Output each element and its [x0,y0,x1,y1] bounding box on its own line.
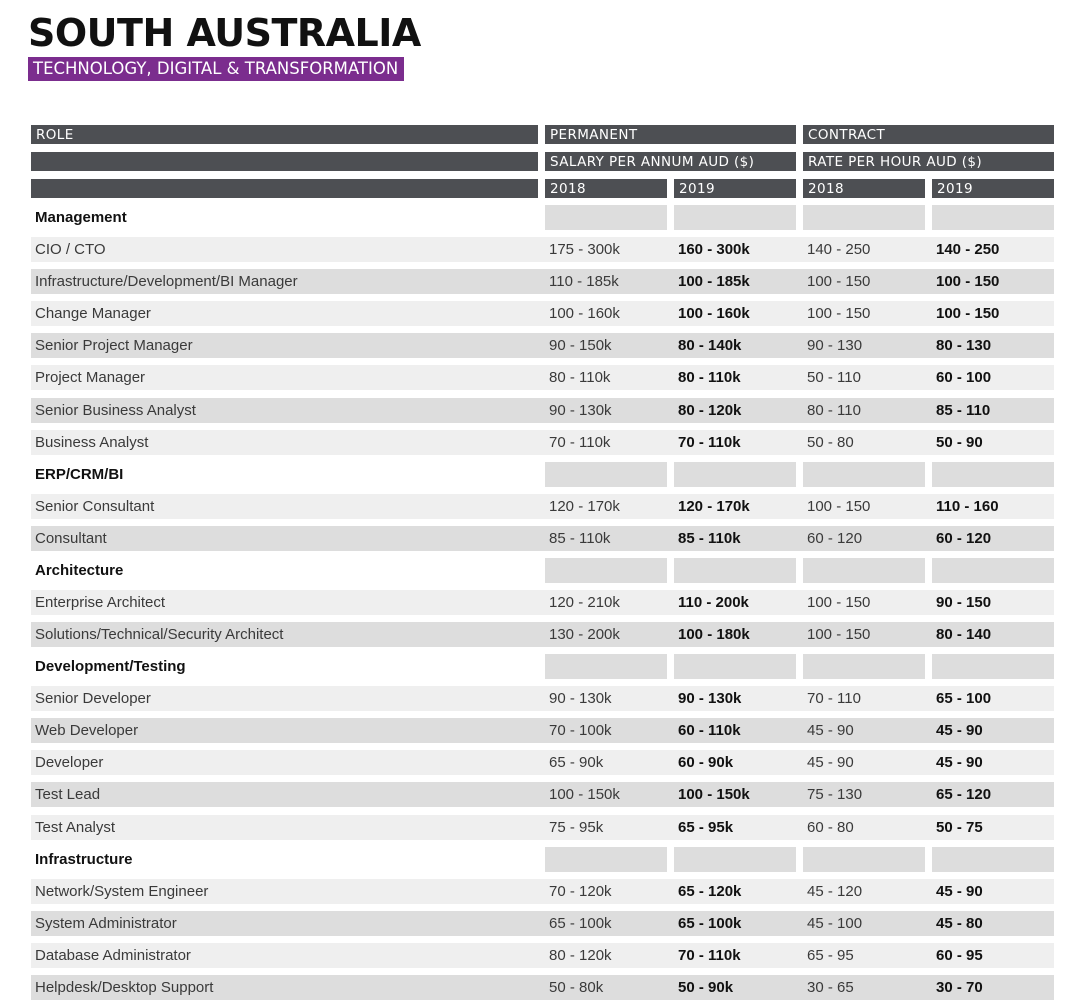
contract-2019-value: 45 - 90 [936,882,983,900]
contract-2018-value: 100 - 150 [807,305,871,323]
contract-2019-value: 80 - 130 [936,337,992,355]
contract-2019-value: 45 - 80 [936,914,983,932]
permanent-2019-value: 50 - 90k [678,978,734,996]
contract-2019-value: 50 - 90 [936,433,983,451]
category-row [31,205,1054,230]
empty-cell [545,462,667,487]
contract-2018-value: 65 - 95 [807,946,854,964]
contract-2019-value: 85 - 110 [936,401,991,419]
permanent-2019-value: 100 - 150k [678,786,750,804]
permanent-2018-value: 65 - 90k [549,754,604,772]
permanent-2018-value: 65 - 100k [549,914,612,932]
role-name: Senior Business Analyst [35,401,196,419]
header-blank [31,179,538,198]
role-name: Network/System Engineer [35,882,209,900]
permanent-2019-value: 80 - 110k [678,369,741,387]
empty-cell [674,462,796,487]
table-row [31,879,1054,904]
table-row [31,333,1054,358]
contract-2018-value: 30 - 65 [807,978,854,996]
permanent-2019-value: 110 - 200k [678,594,749,611]
contract-2019-value: 45 - 90 [936,722,983,740]
role-name: Project Manager [35,369,146,387]
empty-cell [932,558,1054,583]
empty-cell [674,654,796,679]
permanent-2019-value: 65 - 120k [678,882,742,900]
empty-cell [545,847,667,872]
empty-cell [803,558,925,583]
permanent-2019-value: 65 - 95k [678,818,734,836]
category-label: Infrastructure [35,850,133,868]
permanent-2019-value: 100 - 185k [678,273,750,291]
category-label: Development/Testing [35,658,186,676]
table-row [31,782,1054,807]
role-name: Senior Project Manager [35,337,193,355]
permanent-2019-value: 90 - 130k [678,690,742,708]
header-contract-2018: 2018 [803,179,925,198]
table-row [31,975,1054,1000]
empty-cell [803,847,925,872]
contract-2019-value: 80 - 140 [936,626,992,643]
table-row [31,590,1054,615]
permanent-2019-value: 85 - 110k [678,529,741,547]
role-name: Helpdesk/Desktop Support [35,978,214,996]
empty-cell [545,205,667,230]
permanent-2019-value: 80 - 140k [678,337,742,355]
contract-2018-value: 100 - 150 [807,497,871,515]
table-row [31,815,1054,840]
category-label: ERP/CRM/BI [35,465,124,483]
contract-2018-value: 45 - 120 [807,882,863,900]
table-row [31,750,1054,775]
role-name: System Administrator [35,914,177,932]
role-name: Web Developer [35,722,139,740]
permanent-2019-value: 100 - 160k [678,305,750,323]
contract-2019-value: 60 - 95 [936,946,983,964]
empty-cell [674,205,796,230]
category-row [31,654,1054,679]
contract-2019-value: 100 - 150 [936,273,1000,291]
role-name: Senior Consultant [35,497,155,515]
table-row [31,622,1054,647]
empty-cell [932,462,1054,487]
contract-2019-value: 110 - 160 [936,497,999,515]
contract-2019-value: 65 - 120 [936,786,992,804]
permanent-2018-value: 120 - 210k [549,594,620,611]
permanent-2019-value: 60 - 110k [678,722,741,740]
contract-2018-value: 140 - 250 [807,241,871,259]
permanent-2018-value: 90 - 130k [549,401,612,419]
table-row [31,269,1054,294]
contract-2018-value: 80 - 110 [807,401,861,419]
empty-cell [674,847,796,872]
contract-2018-value: 75 - 130 [807,786,863,804]
permanent-2019-value: 120 - 170k [678,497,750,515]
role-name: Change Manager [35,305,151,323]
permanent-2018-value: 85 - 110k [549,529,611,547]
empty-cell [803,205,925,230]
contract-2018-value: 60 - 80 [807,818,854,836]
permanent-2018-value: 175 - 300k [549,241,620,259]
header-permanent-2019: 2019 [674,179,796,198]
role-name: Infrastructure/Development/BI Manager [35,273,298,291]
category-label: Management [35,209,127,226]
permanent-2019-value: 100 - 180k [678,626,750,643]
table-row [31,943,1054,968]
table-row [31,494,1054,519]
table-row [31,237,1054,262]
contract-2018-value: 90 - 130 [807,337,863,355]
permanent-2018-value: 70 - 100k [549,722,612,740]
category-label: Architecture [35,561,124,579]
header-contract-2019: 2019 [932,179,1054,198]
category-row [31,462,1054,487]
permanent-2018-value: 100 - 150k [549,786,620,804]
empty-cell [932,847,1054,872]
page-title: SOUTH AUSTRALIA [28,11,421,55]
permanent-2018-value: 50 - 80k [549,978,604,996]
empty-cell [674,558,796,583]
category-row [31,847,1054,872]
empty-cell [803,654,925,679]
empty-cell [545,558,667,583]
role-name: Enterprise Architect [35,594,166,611]
table-row [31,365,1054,390]
contract-2018-value: 60 - 120 [807,529,863,547]
empty-cell [545,654,667,679]
empty-cell [932,205,1054,230]
contract-2019-value: 50 - 75 [936,818,983,836]
table-row [31,398,1054,423]
permanent-2018-value: 80 - 110k [549,369,611,387]
empty-cell [803,462,925,487]
page-subtitle: TECHNOLOGY, DIGITAL & TRANSFORMATION [28,57,404,81]
contract-2018-value: 45 - 90 [807,722,854,740]
table-row [31,526,1054,551]
permanent-2018-value: 90 - 150k [549,337,612,355]
header-contract: CONTRACT [803,125,1054,144]
contract-2019-value: 90 - 150 [936,594,992,611]
contract-2018-value: 45 - 100 [807,914,863,932]
role-name: Consultant [35,529,107,547]
permanent-2018-value: 75 - 95k [549,818,604,836]
contract-2019-value: 65 - 100 [936,690,992,708]
table-row [31,686,1054,711]
permanent-2019-value: 160 - 300k [678,241,750,259]
contract-2018-value: 100 - 150 [807,626,871,643]
role-name: Senior Developer [35,690,151,708]
contract-2019-value: 60 - 100 [936,369,992,387]
header-permanent-2018: 2018 [545,179,667,198]
role-name: Developer [35,754,104,772]
permanent-2018-value: 130 - 200k [549,626,620,643]
permanent-2018-value: 70 - 110k [549,433,611,451]
permanent-2018-value: 100 - 160k [549,305,620,323]
contract-2018-value: 100 - 150 [807,594,871,611]
role-name: Database Administrator [35,946,191,964]
header-blank [31,152,538,171]
permanent-2018-value: 110 - 185k [549,273,619,291]
role-name: Business Analyst [35,433,149,451]
permanent-2018-value: 80 - 120k [549,946,612,964]
contract-2019-value: 140 - 250 [936,241,1000,259]
table-row [31,718,1054,743]
contract-2018-value: 70 - 110 [807,690,861,708]
contract-2018-value: 50 - 110 [807,369,861,387]
permanent-2019-value: 65 - 100k [678,914,742,932]
category-row [31,558,1054,583]
role-name: Solutions/Technical/Security Architect [35,626,284,643]
empty-cell [932,654,1054,679]
contract-2019-value: 45 - 90 [936,754,983,772]
contract-2018-value: 50 - 80 [807,433,854,451]
permanent-2018-value: 90 - 130k [549,690,612,708]
contract-2019-value: 60 - 120 [936,529,992,547]
table-row [31,911,1054,936]
header-contract-unit: RATE PER HOUR AUD ($) [803,152,1054,171]
permanent-2018-value: 120 - 170k [549,497,620,515]
role-name: CIO / CTO [35,241,106,259]
contract-2019-value: 30 - 70 [936,978,983,996]
table-row [31,430,1054,455]
permanent-2019-value: 60 - 90k [678,754,734,772]
contract-2018-value: 100 - 150 [807,273,871,291]
permanent-2019-value: 70 - 110k [678,433,741,451]
permanent-2018-value: 70 - 120k [549,882,612,900]
permanent-2019-value: 80 - 120k [678,401,742,419]
header-role: ROLE [31,125,538,144]
contract-2018-value: 45 - 90 [807,754,854,772]
role-name: Test Lead [35,786,101,804]
role-name: Test Analyst [35,818,116,836]
table-row [31,301,1054,326]
permanent-2019-value: 70 - 110k [678,946,741,964]
header-permanent-unit: SALARY PER ANNUM AUD ($) [545,152,796,171]
contract-2019-value: 100 - 150 [936,305,1000,323]
header-permanent: PERMANENT [545,125,796,144]
